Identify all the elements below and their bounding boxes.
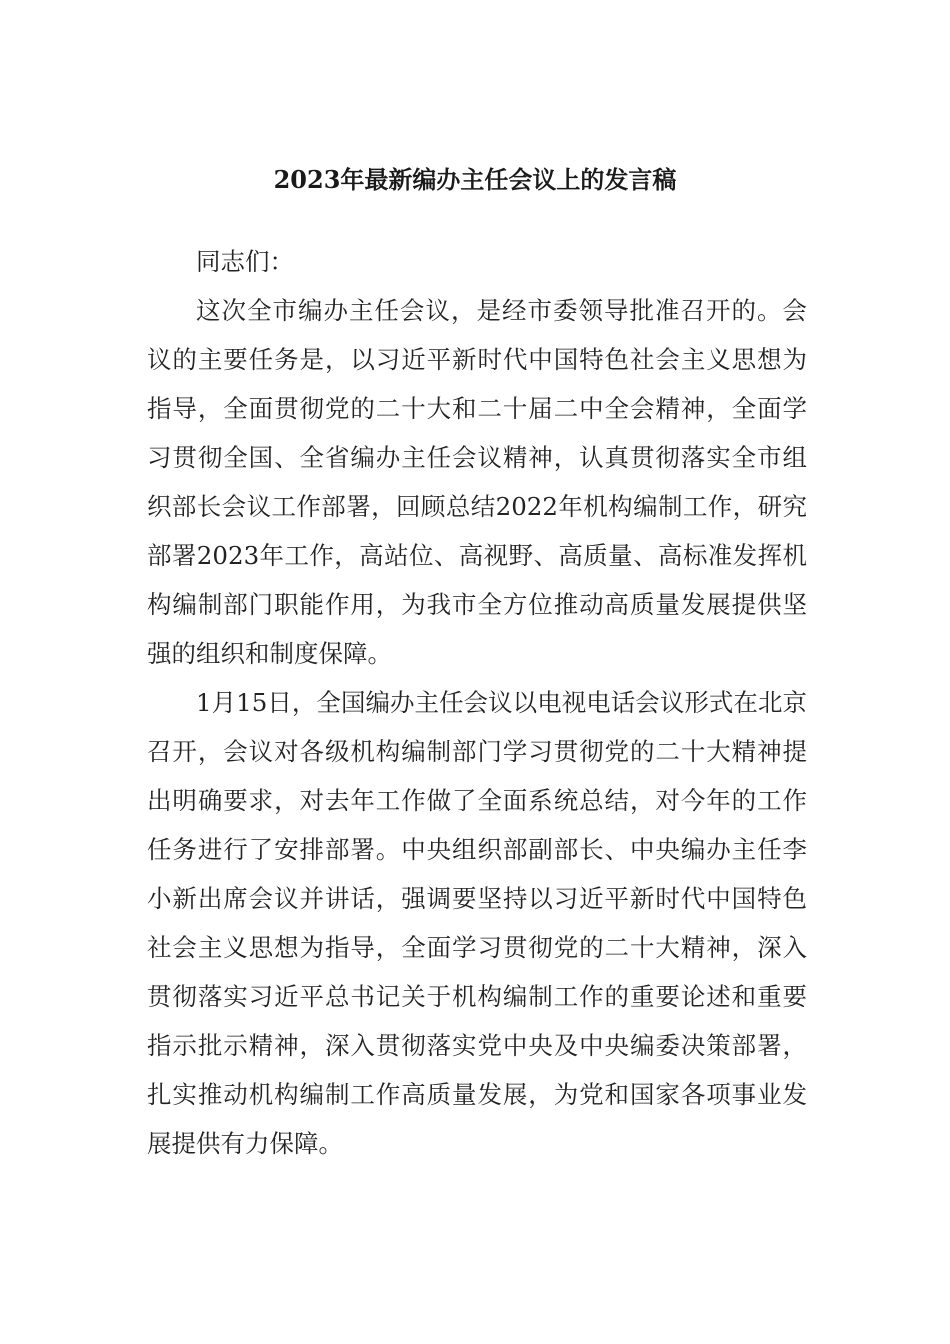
salutation: 同志们：: [196, 247, 294, 276]
document-body: [147, 237, 807, 1168]
paragraph-2: 1月15日，全国编办主任会议以电视电话会议形式在北京召开，会议对各级机构编制部门学习贯彻党的二十大精神提出明确要求，对去年工作做了全面系统总结，对今年的工作任务进行了安排部署。中央组织部副部长、中央编办主任李小新出席会议并讲话，强调要坚持以习近平新时代中国特色社会主义思想为指导，全面学习贯彻党的二十大精神，深入贯彻落实习近平总书记关于机构编制工作的重要论述和重要指示批示精神，深入贯彻落实党中央及中央编委决策部署，扎实推动机构编制工作高质量发展，为党和国家各项事业发展提供有力保障。: [147, 688, 807, 1158]
document-title: 2023年最新编办主任会议上的发言稿: [273, 165, 677, 194]
paragraph-1: 这次全市编办主任会议，是经市委领导批准召开的。会议的主要任务是，以习近平新时代中国特色社会主义思想为指导，全面贯彻党的二十大和二十届二中全会精神，全面学习贯彻全国、全省编办主任会议精神，认真贯彻落实全市组织部长会议工作部署，回顾总结2022年机构编制工作，研究部署2023年工作，高站位、高视野、高质量、高标准发挥机构编制部门职能作用，为我市全方位推动高质量发展提供坚强的组织和制度保障。: [147, 296, 807, 668]
